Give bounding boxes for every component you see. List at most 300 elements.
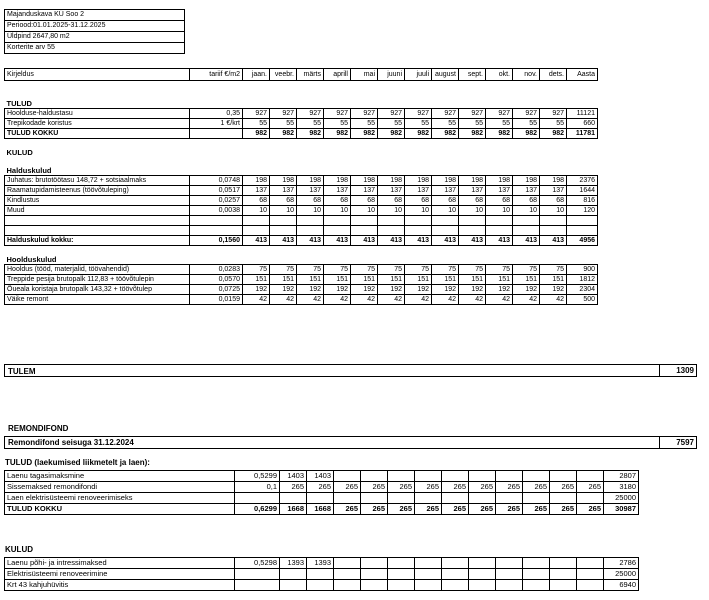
month-value: 265 [415, 504, 442, 515]
empty-cell [486, 216, 513, 226]
month-value: 192 [432, 285, 459, 295]
table-row [5, 285, 598, 295]
row-rate: 0,1560 [190, 236, 243, 246]
month-value: 55 [486, 119, 513, 129]
month-value: 192 [459, 285, 486, 295]
month-value: 198 [378, 176, 405, 186]
month-value: 75 [513, 265, 540, 275]
month-value [496, 558, 523, 569]
month-value [334, 471, 361, 482]
result-row [4, 364, 697, 377]
spacer [5, 81, 598, 91]
month-value: 137 [378, 186, 405, 196]
row-label: Laenu põhi- ja intressimaksed [5, 558, 235, 569]
month-value: 68 [270, 196, 297, 206]
month-value [523, 471, 550, 482]
month-value: 151 [540, 275, 567, 285]
header-cell: märts [297, 69, 324, 81]
month-value [496, 471, 523, 482]
month-value: 265 [496, 504, 523, 515]
year-value: 25000 [604, 493, 639, 504]
month-value: 413 [324, 236, 351, 246]
month-value: 192 [513, 285, 540, 295]
month-value [361, 580, 388, 591]
month-value: 137 [432, 186, 459, 196]
month-value: 265 [523, 482, 550, 493]
month-value: 927 [297, 109, 324, 119]
empty-cell [567, 216, 598, 226]
month-value: 265 [469, 504, 496, 515]
row-rate: 0,0725 [190, 285, 243, 295]
month-value: 68 [486, 196, 513, 206]
month-value: 265 [280, 482, 307, 493]
table-row [5, 580, 639, 591]
month-value: 137 [513, 186, 540, 196]
header-cell: Aasta [567, 69, 598, 81]
month-value: 192 [351, 285, 378, 295]
spacer-row [5, 139, 598, 149]
month-value: 55 [378, 119, 405, 129]
month-value: 982 [270, 129, 297, 139]
row-label: TULUD KOKKU [5, 129, 190, 139]
empty-cell [513, 216, 540, 226]
month-value: 137 [243, 186, 270, 196]
month-value [334, 569, 361, 580]
month-value: 151 [243, 275, 270, 285]
row-label: TULUD KOKKU [5, 504, 235, 515]
spacer-row [5, 246, 598, 256]
empty-row [5, 216, 598, 226]
month-value: 192 [297, 285, 324, 295]
month-value: 55 [513, 119, 540, 129]
month-value: 1403 [280, 471, 307, 482]
section-title: Hoolduskulud [6, 255, 57, 264]
month-value: 42 [513, 295, 540, 305]
repair-fund-income-table [4, 470, 639, 515]
table-row [5, 186, 598, 196]
month-value: 265 [496, 482, 523, 493]
spacer [5, 157, 598, 166]
month-value: 42 [324, 295, 351, 305]
month-value: 151 [324, 275, 351, 285]
month-value: 982 [324, 129, 351, 139]
month-value: 927 [459, 109, 486, 119]
month-value [334, 580, 361, 591]
month-value: 55 [297, 119, 324, 129]
month-value [307, 569, 334, 580]
month-value [388, 569, 415, 580]
month-value [550, 569, 577, 580]
empty-cell [270, 216, 297, 226]
month-value: 137 [324, 186, 351, 196]
row-rate: 0,0283 [190, 265, 243, 275]
month-value: 413 [432, 236, 459, 246]
month-value: 10 [270, 206, 297, 216]
month-value [280, 580, 307, 591]
month-value: 10 [486, 206, 513, 216]
year-value: 816 [567, 196, 598, 206]
total-row [5, 129, 598, 139]
empty-cell [5, 226, 190, 236]
section-title: TULUD [6, 99, 32, 108]
month-value: 413 [405, 236, 432, 246]
year-value: 25000 [604, 569, 639, 580]
header-cell: juuli [405, 69, 432, 81]
year-value: 2304 [567, 285, 598, 295]
empty-cell [190, 216, 243, 226]
empty-cell [190, 226, 243, 236]
month-value: 192 [243, 285, 270, 295]
row-rate [235, 569, 280, 580]
section-title-row [5, 166, 598, 176]
month-value: 151 [378, 275, 405, 285]
year-value: 30987 [604, 504, 639, 515]
section-title: Halduskulud [6, 166, 52, 175]
year-value: 4956 [567, 236, 598, 246]
month-value: 265 [523, 504, 550, 515]
row-label: Juhatus: brutotöötasu 148,72 + sotsiaalmaks [5, 176, 190, 186]
month-value: 265 [577, 482, 604, 493]
row-rate: 1 €/krt [190, 119, 243, 129]
row-rate: 0,0748 [190, 176, 243, 186]
month-value [307, 580, 334, 591]
month-value [415, 493, 442, 504]
month-value: 265 [361, 482, 388, 493]
month-value [415, 471, 442, 482]
month-value: 75 [405, 265, 432, 275]
table-row [5, 493, 639, 504]
table-row [5, 275, 598, 285]
month-value: 137 [297, 186, 324, 196]
table-row [5, 471, 639, 482]
spacer-row [5, 81, 598, 91]
empty-cell [540, 216, 567, 226]
month-value: 68 [378, 196, 405, 206]
month-value [577, 471, 604, 482]
budget-table [4, 68, 598, 305]
month-value: 55 [351, 119, 378, 129]
year-value: 11781 [567, 129, 598, 139]
info-line-text: Üldpind 2647,80 m2 [5, 32, 185, 43]
month-value [388, 580, 415, 591]
month-value [469, 471, 496, 482]
month-value: 68 [351, 196, 378, 206]
row-rate [235, 493, 280, 504]
row-label: Elektrisüsteemi renoveerimine [5, 569, 235, 580]
month-value: 1668 [307, 504, 334, 515]
row-label: Krt 43 kahjuhüvitis [5, 580, 235, 591]
month-value: 265 [550, 482, 577, 493]
empty-row [5, 226, 598, 236]
empty-cell [351, 216, 378, 226]
header-cell: nov. [513, 69, 540, 81]
year-value: 1644 [567, 186, 598, 196]
row-label: Sissemaksed remondifondi [5, 482, 235, 493]
row-rate: 0,0570 [190, 275, 243, 285]
year-value: 500 [567, 295, 598, 305]
month-value: 982 [486, 129, 513, 139]
month-value: 75 [540, 265, 567, 275]
month-value: 265 [415, 482, 442, 493]
month-value: 42 [486, 295, 513, 305]
month-value: 927 [405, 109, 432, 119]
year-value: 3180 [604, 482, 639, 493]
month-value: 198 [540, 176, 567, 186]
header-cell: aprill [324, 69, 351, 81]
table-row [5, 176, 598, 186]
section-title-row [5, 148, 598, 157]
month-value [415, 558, 442, 569]
row-rate: 0,6299 [235, 504, 280, 515]
month-value [388, 493, 415, 504]
month-value: 413 [513, 236, 540, 246]
empty-cell [486, 226, 513, 236]
month-value: 982 [540, 129, 567, 139]
empty-cell [297, 226, 324, 236]
section-title-row [5, 255, 598, 265]
month-value [550, 580, 577, 591]
month-value [388, 558, 415, 569]
month-value [469, 493, 496, 504]
month-value: 75 [297, 265, 324, 275]
empty-cell [405, 216, 432, 226]
info-box [4, 9, 185, 54]
month-value: 1668 [280, 504, 307, 515]
year-value: 1812 [567, 275, 598, 285]
empty-cell [459, 226, 486, 236]
month-value [523, 580, 550, 591]
month-value: 137 [351, 186, 378, 196]
month-value: 198 [270, 176, 297, 186]
month-value: 265 [334, 482, 361, 493]
table-row [5, 482, 639, 493]
month-value: 68 [324, 196, 351, 206]
month-value: 927 [243, 109, 270, 119]
info-line [5, 10, 185, 21]
month-value: 68 [243, 196, 270, 206]
month-value: 137 [270, 186, 297, 196]
month-value: 10 [351, 206, 378, 216]
row-rate: 0,0257 [190, 196, 243, 206]
empty-cell [432, 226, 459, 236]
month-value: 413 [459, 236, 486, 246]
spacer-row [5, 157, 598, 166]
month-value [496, 580, 523, 591]
empty-cell [378, 216, 405, 226]
month-value [442, 580, 469, 591]
month-value [523, 558, 550, 569]
month-value: 198 [405, 176, 432, 186]
row-label: Trepikodade koristus [5, 119, 190, 129]
header-cell: tariif €/m2 [190, 69, 243, 81]
repair-fund-title: REMONDIFOND [8, 424, 69, 433]
month-value: 265 [442, 482, 469, 493]
empty-cell [540, 226, 567, 236]
row-rate [190, 129, 243, 139]
header-cell: sept. [459, 69, 486, 81]
spacer [5, 246, 598, 256]
month-value [523, 569, 550, 580]
spacer [5, 139, 598, 149]
year-value: 900 [567, 265, 598, 275]
header-cell: dets. [540, 69, 567, 81]
month-value: 982 [432, 129, 459, 139]
month-value: 413 [486, 236, 513, 246]
month-value: 265 [307, 482, 334, 493]
month-value [334, 558, 361, 569]
row-rate: 0,0038 [190, 206, 243, 216]
month-value: 68 [459, 196, 486, 206]
month-value: 413 [270, 236, 297, 246]
header-cell: okt. [486, 69, 513, 81]
month-value: 927 [351, 109, 378, 119]
info-line-text: Korterite arv 55 [5, 43, 185, 54]
month-value [388, 471, 415, 482]
month-value: 927 [324, 109, 351, 119]
year-value: 660 [567, 119, 598, 129]
month-value: 75 [432, 265, 459, 275]
month-value [496, 569, 523, 580]
month-value [442, 569, 469, 580]
month-value: 198 [324, 176, 351, 186]
month-value: 75 [459, 265, 486, 275]
month-value: 68 [405, 196, 432, 206]
month-value: 151 [405, 275, 432, 285]
month-value: 55 [405, 119, 432, 129]
month-value: 75 [270, 265, 297, 275]
month-value: 137 [459, 186, 486, 196]
month-value: 42 [297, 295, 324, 305]
month-value: 192 [540, 285, 567, 295]
month-value: 1403 [307, 471, 334, 482]
header-cell: august [432, 69, 459, 81]
spacer-row [5, 90, 598, 99]
table-row [5, 558, 639, 569]
month-value: 198 [513, 176, 540, 186]
total-row [5, 236, 598, 246]
month-value: 10 [459, 206, 486, 216]
total-row [5, 504, 639, 515]
month-value [361, 569, 388, 580]
repair-fund-start-label: Remondifond seisuga 31.12.2024 [8, 438, 134, 447]
repair-fund-start-row [4, 436, 697, 449]
empty-cell [324, 226, 351, 236]
row-label: Hooldus (tööd, materjalid, töövahendid) [5, 265, 190, 275]
month-value: 151 [432, 275, 459, 285]
month-value [577, 569, 604, 580]
header-cell: Kirjeldus [5, 69, 190, 81]
month-value: 10 [324, 206, 351, 216]
month-value: 10 [432, 206, 459, 216]
empty-cell [324, 216, 351, 226]
month-value: 927 [513, 109, 540, 119]
month-value: 151 [270, 275, 297, 285]
month-value: 192 [405, 285, 432, 295]
month-value [469, 558, 496, 569]
table-row [5, 569, 639, 580]
month-value [442, 493, 469, 504]
empty-cell [405, 226, 432, 236]
month-value [523, 493, 550, 504]
month-value: 192 [378, 285, 405, 295]
header-cell: juuni [378, 69, 405, 81]
month-value [496, 493, 523, 504]
month-value [415, 580, 442, 591]
empty-cell [297, 216, 324, 226]
info-line-text: Periood:01.01.2025-31.12.2025 [5, 21, 185, 32]
month-value: 55 [243, 119, 270, 129]
month-value [334, 493, 361, 504]
month-value: 75 [378, 265, 405, 275]
repair-fund-start-value: 7597 [659, 436, 696, 449]
month-value: 927 [270, 109, 297, 119]
month-value [442, 471, 469, 482]
empty-cell [567, 226, 598, 236]
empty-cell [351, 226, 378, 236]
month-value: 137 [405, 186, 432, 196]
month-value: 413 [540, 236, 567, 246]
row-label: Õueala koristaja brutopalk 143,32 + töövõtulep [5, 285, 190, 295]
month-value: 42 [432, 295, 459, 305]
month-value: 10 [513, 206, 540, 216]
month-value: 10 [297, 206, 324, 216]
month-value: 137 [486, 186, 513, 196]
row-rate: 0,0517 [190, 186, 243, 196]
result-value: 1309 [659, 364, 696, 377]
month-value: 265 [442, 504, 469, 515]
empty-cell [243, 216, 270, 226]
month-value: 151 [513, 275, 540, 285]
month-value: 42 [270, 295, 297, 305]
month-value: 1393 [307, 558, 334, 569]
month-value [469, 580, 496, 591]
empty-cell [5, 216, 190, 226]
month-value: 192 [486, 285, 513, 295]
month-value [550, 558, 577, 569]
repair-fund-expenses-title: KULUD [5, 545, 33, 554]
empty-cell [513, 226, 540, 236]
row-rate [235, 580, 280, 591]
month-value: 42 [351, 295, 378, 305]
month-value [361, 558, 388, 569]
month-value: 198 [351, 176, 378, 186]
info-line [5, 21, 185, 32]
month-value: 137 [540, 186, 567, 196]
month-value: 982 [351, 129, 378, 139]
row-rate: 0,5299 [235, 471, 280, 482]
month-value: 982 [378, 129, 405, 139]
row-rate: 0,5298 [235, 558, 280, 569]
month-value [415, 569, 442, 580]
empty-cell [432, 216, 459, 226]
month-value: 198 [297, 176, 324, 186]
month-value [442, 558, 469, 569]
month-value [577, 493, 604, 504]
month-value: 68 [513, 196, 540, 206]
month-value [550, 471, 577, 482]
month-value: 10 [540, 206, 567, 216]
repair-fund-expenses-table [4, 557, 639, 591]
month-value: 198 [459, 176, 486, 186]
month-value: 75 [351, 265, 378, 275]
month-value: 265 [469, 482, 496, 493]
month-value: 68 [432, 196, 459, 206]
month-value: 75 [324, 265, 351, 275]
month-value: 68 [297, 196, 324, 206]
month-value: 55 [459, 119, 486, 129]
month-value: 265 [361, 504, 388, 515]
month-value: 192 [324, 285, 351, 295]
